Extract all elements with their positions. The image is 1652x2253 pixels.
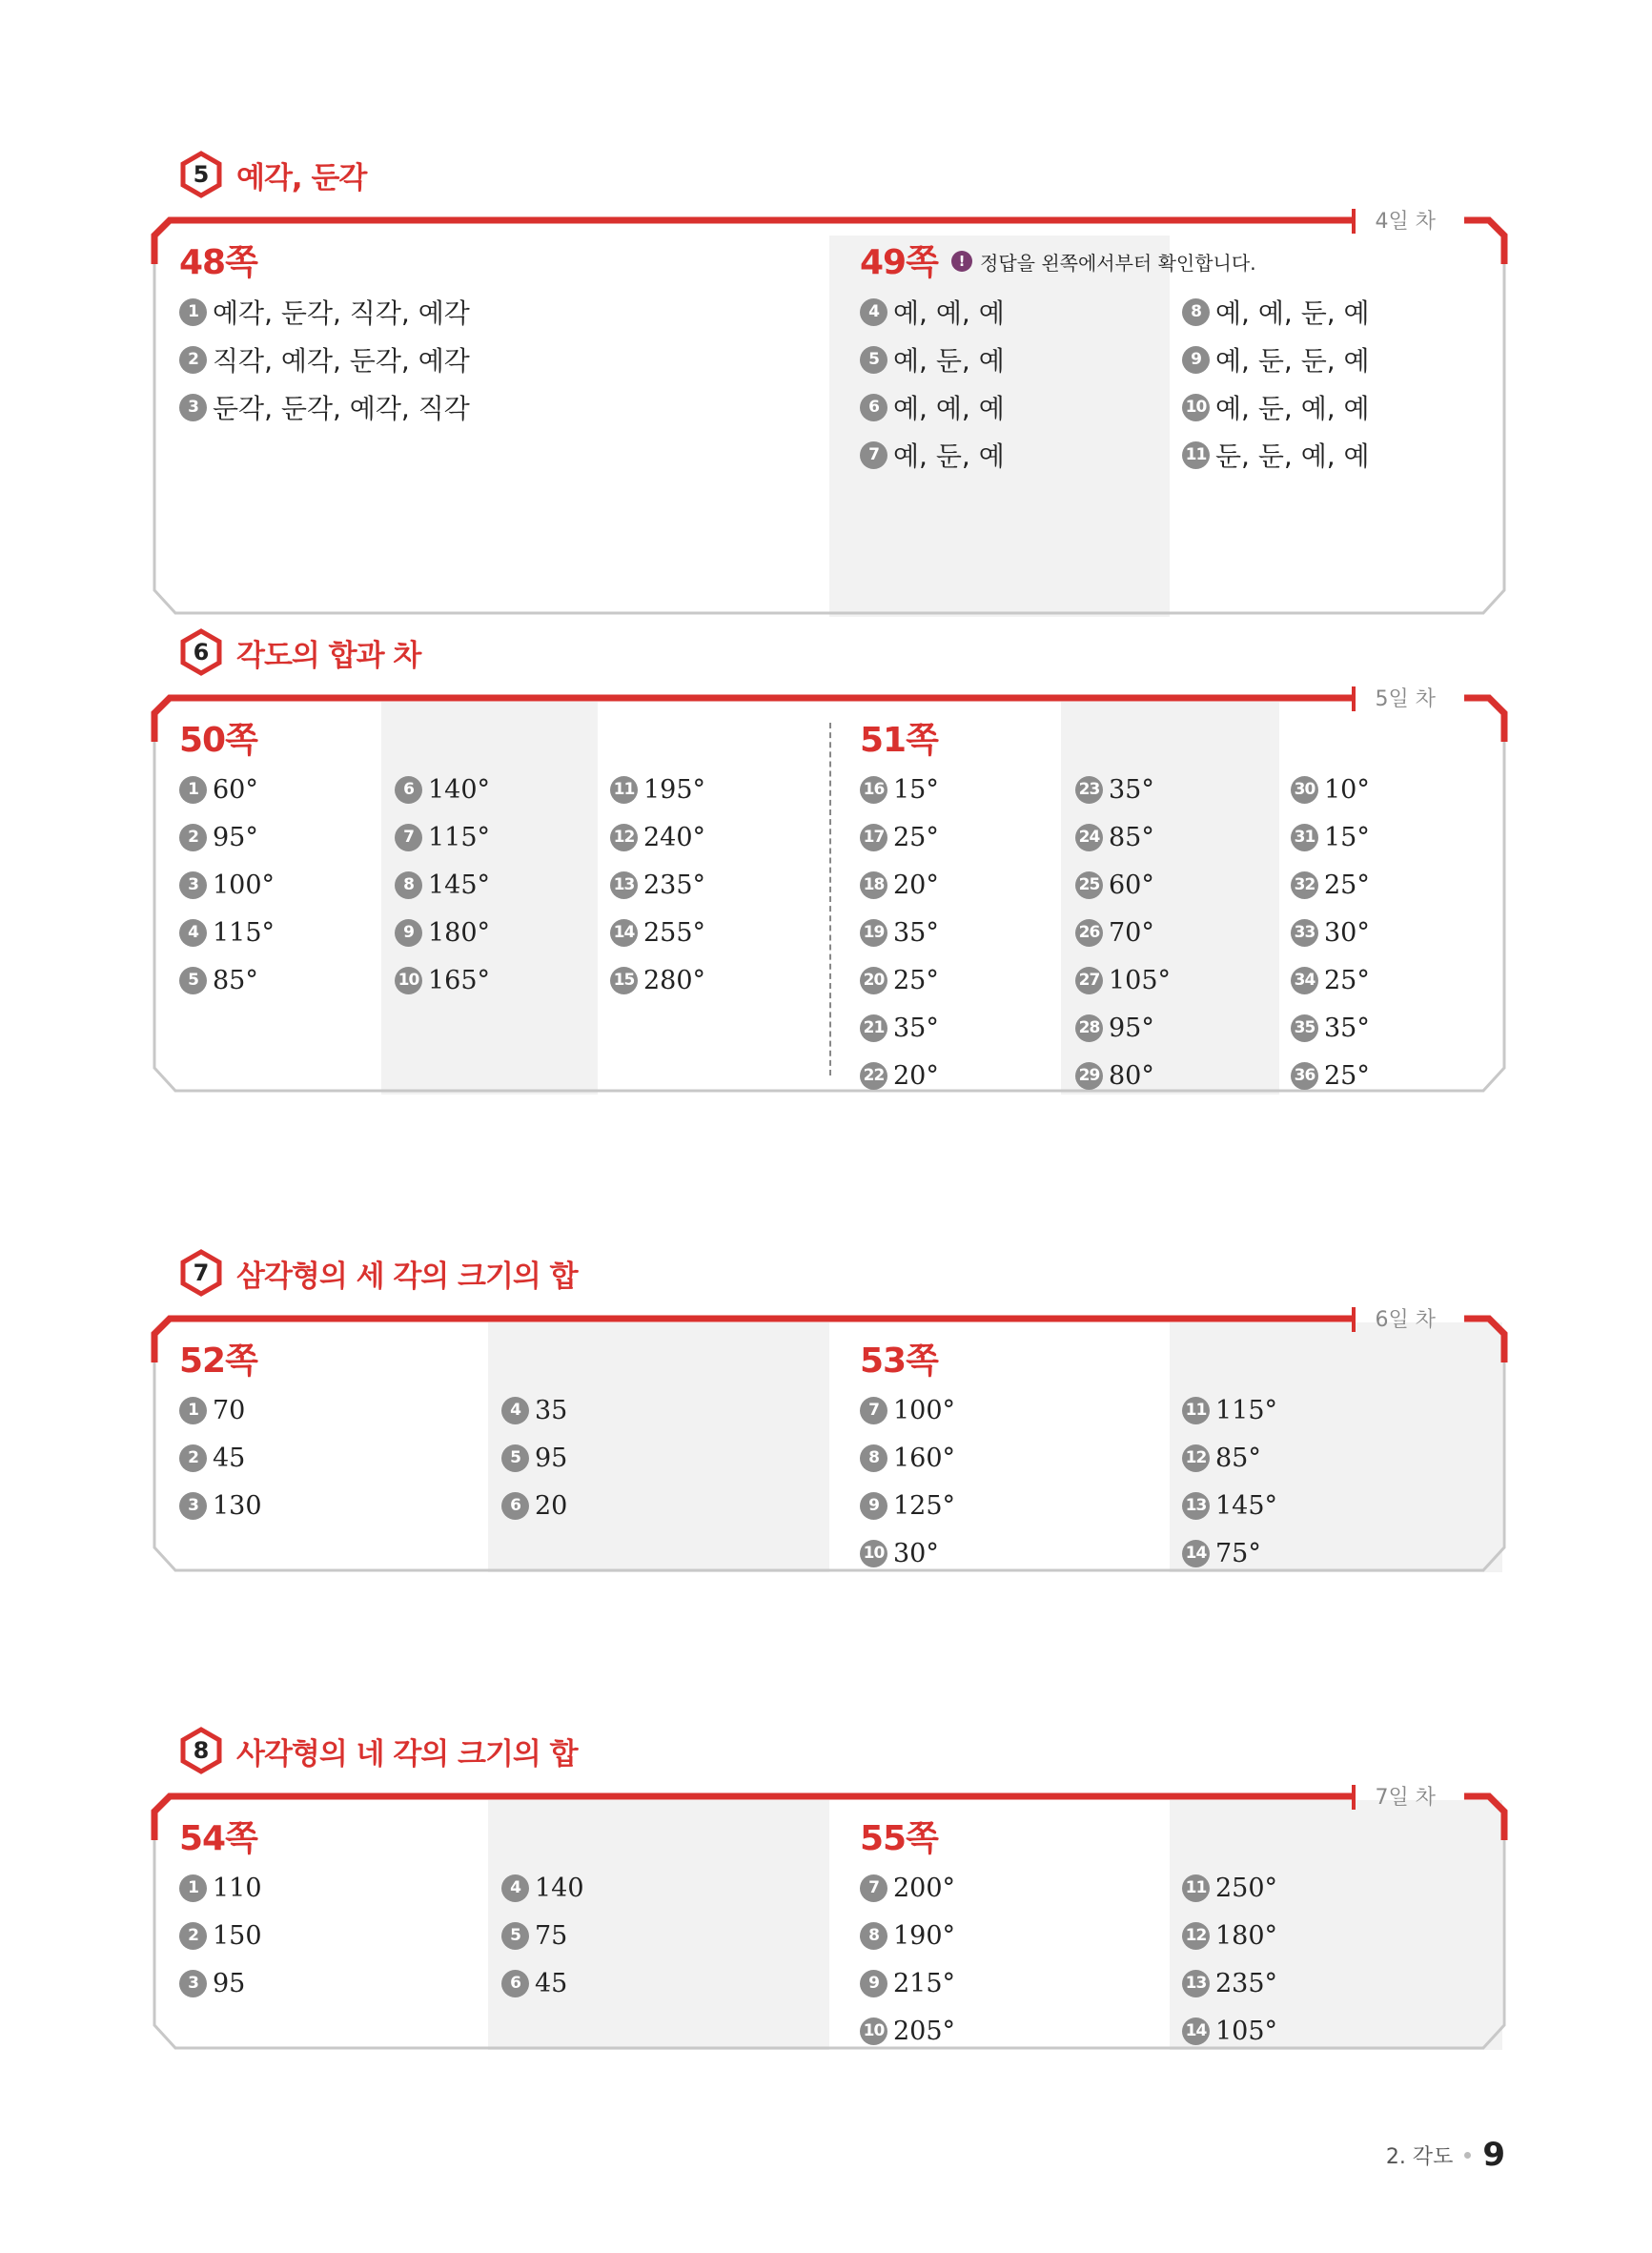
question-number-badge: 11 xyxy=(1182,441,1210,469)
answer-item xyxy=(610,961,705,999)
answer-item xyxy=(860,1916,955,1955)
section-number-hexagon: 8 xyxy=(179,1727,223,1774)
page-label-left: 54쪽 xyxy=(179,1819,257,1858)
question-number-badge: 13 xyxy=(1182,1970,1210,1997)
answer-item xyxy=(1291,818,1370,856)
answer-item xyxy=(395,818,490,856)
answer-text: 95° xyxy=(213,822,258,852)
answer-item xyxy=(1182,436,1370,474)
answer-text: 235° xyxy=(643,870,706,900)
question-number-badge: 9 xyxy=(860,1970,887,1997)
question-number-badge: 12 xyxy=(610,824,638,851)
question-number-badge: 6 xyxy=(395,776,422,804)
answer-item xyxy=(179,1486,262,1525)
answer-item xyxy=(860,770,939,809)
question-number-badge: 8 xyxy=(860,1922,887,1950)
answer-text: 15° xyxy=(893,774,939,805)
exclamation-icon: ! xyxy=(951,251,972,272)
answer-text: 195° xyxy=(643,774,706,805)
question-number-badge: 7 xyxy=(860,441,887,469)
question-number-badge: 5 xyxy=(179,967,207,994)
answer-text: 35 xyxy=(535,1395,568,1425)
answer-item xyxy=(395,913,490,952)
answer-text: 235° xyxy=(1215,1968,1278,1998)
answer-text: 105° xyxy=(1215,2016,1278,2046)
question-number-badge: 24 xyxy=(1075,824,1103,851)
answer-item xyxy=(610,913,705,952)
answer-text: 60° xyxy=(1109,870,1154,900)
question-number-badge: 1 xyxy=(179,776,207,804)
answer-text: 240° xyxy=(643,822,706,852)
answer-item xyxy=(501,1964,567,2002)
question-number-badge: 4 xyxy=(860,298,887,326)
day-label: 6일 차 xyxy=(1375,1308,1436,1332)
answer-item xyxy=(860,1439,955,1477)
answer-item xyxy=(1291,866,1370,904)
answer-text: 예, 둔, 둔, 예 xyxy=(1215,345,1370,377)
answer-note xyxy=(951,243,1256,279)
answer-item xyxy=(1182,1964,1277,2002)
question-number-badge: 11 xyxy=(610,776,638,804)
question-number-badge: 35 xyxy=(1291,1014,1318,1042)
answer-item xyxy=(1182,1486,1277,1525)
section-header xyxy=(179,1724,578,1777)
chapter-label: 2. 각도 xyxy=(1385,2144,1454,2169)
answer-text: 둔, 둔, 예, 예 xyxy=(1215,440,1370,472)
question-number-badge: 25 xyxy=(1075,871,1103,899)
answer-item xyxy=(860,2012,955,2050)
answer-item xyxy=(179,866,275,904)
question-number-badge: 9 xyxy=(395,919,422,947)
answer-item xyxy=(1075,770,1154,809)
answer-item xyxy=(860,866,939,904)
answer-item xyxy=(501,1486,567,1525)
answer-text: 35° xyxy=(1324,1013,1370,1043)
answer-item xyxy=(501,1916,567,1955)
question-number-badge: 9 xyxy=(860,1492,887,1520)
answer-text: 25° xyxy=(893,822,939,852)
answer-item xyxy=(1075,818,1154,856)
answer-item xyxy=(1075,1009,1154,1047)
answer-item xyxy=(1075,866,1154,904)
question-number-badge: 10 xyxy=(860,1540,887,1567)
answer-item xyxy=(179,1439,245,1477)
answer-text: 95 xyxy=(535,1443,568,1473)
section-number-hexagon: 5 xyxy=(179,151,223,198)
answer-text: 80° xyxy=(1109,1060,1154,1091)
answer-item xyxy=(1182,1916,1277,1955)
question-number-badge: 27 xyxy=(1075,967,1103,994)
answer-item xyxy=(860,961,939,999)
answer-text: 115° xyxy=(1215,1395,1278,1425)
answer-item xyxy=(179,1869,262,1907)
question-number-badge: 16 xyxy=(860,776,887,804)
page-label-right: 55쪽 xyxy=(860,1819,938,1858)
answer-item xyxy=(860,1056,939,1095)
page-label-right: 49쪽 xyxy=(860,243,938,282)
question-number-badge: 3 xyxy=(179,394,207,421)
question-number-badge: 4 xyxy=(179,919,207,947)
page-footer xyxy=(1386,2136,1505,2174)
question-number-badge: 29 xyxy=(1075,1062,1103,1090)
answer-box xyxy=(153,209,1506,647)
question-number-badge: 2 xyxy=(179,1922,207,1950)
question-number-badge: 21 xyxy=(860,1014,887,1042)
answer-item xyxy=(179,913,275,952)
question-number-badge: 11 xyxy=(1182,1397,1210,1424)
answer-item xyxy=(1182,293,1370,331)
section-header xyxy=(179,148,366,201)
answer-text: 140 xyxy=(535,1873,584,1903)
answer-item xyxy=(395,770,490,809)
section-number-hexagon: 7 xyxy=(179,1249,223,1297)
answer-text: 250° xyxy=(1215,1873,1278,1903)
answer-item xyxy=(1075,1056,1154,1095)
answer-text: 100° xyxy=(893,1395,956,1425)
answer-text: 25° xyxy=(893,965,939,995)
answer-text: 25° xyxy=(1324,965,1370,995)
answer-item xyxy=(610,770,705,809)
answer-item xyxy=(860,293,1005,331)
answer-item xyxy=(610,818,705,856)
question-number-badge: 14 xyxy=(610,919,638,947)
answer-text: 125° xyxy=(893,1490,956,1521)
answer-item xyxy=(860,913,939,952)
answer-box xyxy=(153,686,1506,1125)
answer-text: 70 xyxy=(213,1395,246,1425)
question-number-badge: 15 xyxy=(610,967,638,994)
answer-item xyxy=(395,866,490,904)
answer-text: 60° xyxy=(213,774,258,805)
answer-item xyxy=(1291,913,1370,952)
answer-item xyxy=(179,961,258,999)
section-header xyxy=(179,625,420,679)
section-header xyxy=(179,1246,578,1300)
answer-text: 95 xyxy=(213,1968,246,1998)
question-number-badge: 3 xyxy=(179,1492,207,1520)
question-number-badge: 7 xyxy=(395,824,422,851)
answer-item xyxy=(501,1391,567,1429)
answer-text: 30° xyxy=(1324,917,1370,948)
answer-text: 200° xyxy=(893,1873,956,1903)
answer-text: 105° xyxy=(1109,965,1172,995)
question-number-badge: 5 xyxy=(860,346,887,374)
answer-text: 직각, 예각, 둔각, 예각 xyxy=(213,345,470,377)
answer-text: 20 xyxy=(535,1490,568,1521)
answer-item xyxy=(1182,1391,1277,1429)
answer-text: 25° xyxy=(1324,1060,1370,1091)
answer-item xyxy=(1075,913,1154,952)
section-title: 각도의 합과 차 xyxy=(236,638,421,673)
answer-item xyxy=(179,1964,245,2002)
answer-item xyxy=(860,436,1005,474)
answer-item xyxy=(1291,1009,1370,1047)
answer-text: 20° xyxy=(893,1060,939,1091)
day-label: 7일 차 xyxy=(1375,1786,1436,1810)
answer-text: 165° xyxy=(428,965,491,995)
answer-item xyxy=(860,1534,939,1572)
answer-item xyxy=(179,1916,262,1955)
page-label-left: 50쪽 xyxy=(179,721,257,760)
answer-item xyxy=(179,770,258,809)
note-text: 정답을 왼쪽에서부터 확인합니다. xyxy=(980,251,1256,275)
question-number-badge: 6 xyxy=(860,394,887,421)
answer-text: 180° xyxy=(428,917,491,948)
answer-item xyxy=(860,1486,955,1525)
question-number-badge: 22 xyxy=(860,1062,887,1090)
answer-item xyxy=(395,961,490,999)
question-number-badge: 4 xyxy=(501,1397,529,1424)
question-number-badge: 26 xyxy=(1075,919,1103,947)
answer-box-border xyxy=(153,1785,1506,2071)
answer-item xyxy=(179,818,258,856)
answer-text: 160° xyxy=(893,1443,956,1473)
question-number-badge: 17 xyxy=(860,824,887,851)
answer-text: 20° xyxy=(893,870,939,900)
question-number-badge: 9 xyxy=(1182,346,1210,374)
answer-item xyxy=(860,1391,955,1429)
footer-dot xyxy=(1464,2152,1471,2159)
answer-item xyxy=(1182,2012,1277,2050)
answer-text: 70° xyxy=(1109,917,1154,948)
question-number-badge: 1 xyxy=(179,298,207,326)
answer-item xyxy=(1291,961,1370,999)
answer-item xyxy=(179,293,470,331)
answer-text: 85° xyxy=(1215,1443,1261,1473)
answer-text: 190° xyxy=(893,1920,956,1951)
answer-item xyxy=(1182,340,1370,379)
answer-text: 150 xyxy=(213,1920,262,1951)
answer-text: 145° xyxy=(428,870,491,900)
question-number-badge: 13 xyxy=(610,871,638,899)
question-number-badge: 34 xyxy=(1291,967,1318,994)
answer-text: 예, 둔, 예 xyxy=(893,345,1005,377)
answer-text: 예, 예, 예 xyxy=(893,393,1005,424)
answer-text: 85° xyxy=(213,965,258,995)
answer-text: 100° xyxy=(213,870,275,900)
question-number-badge: 1 xyxy=(179,1874,207,1902)
question-number-badge: 8 xyxy=(860,1444,887,1472)
question-number-badge: 8 xyxy=(395,871,422,899)
answer-item xyxy=(501,1869,584,1907)
answer-text: 75° xyxy=(1215,1538,1261,1568)
section-title: 사각형의 네 각의 크기의 합 xyxy=(236,1736,578,1772)
question-number-badge: 4 xyxy=(501,1874,529,1902)
question-number-badge: 5 xyxy=(501,1922,529,1950)
page-label-left: 52쪽 xyxy=(179,1342,257,1381)
question-number-badge: 31 xyxy=(1291,824,1318,851)
question-number-badge: 13 xyxy=(1182,1492,1210,1520)
answer-text: 145° xyxy=(1215,1490,1278,1521)
answer-item xyxy=(501,1439,567,1477)
answer-item xyxy=(1182,1439,1261,1477)
answer-item xyxy=(1291,770,1370,809)
answer-text: 45 xyxy=(213,1443,246,1473)
answer-text: 110 xyxy=(213,1873,262,1903)
question-number-badge: 2 xyxy=(179,346,207,374)
answer-item xyxy=(1291,1056,1370,1095)
question-number-badge: 19 xyxy=(860,919,887,947)
answer-text: 15° xyxy=(1324,822,1370,852)
answer-text: 35° xyxy=(893,917,939,948)
answer-item xyxy=(860,340,1005,379)
question-number-badge: 33 xyxy=(1291,919,1318,947)
answer-item xyxy=(610,866,705,904)
answer-item xyxy=(1075,961,1171,999)
answer-box-border xyxy=(153,1307,1506,1593)
answer-text: 예각, 둔각, 직각, 예각 xyxy=(213,297,470,329)
question-number-badge: 12 xyxy=(1182,1922,1210,1950)
answer-box xyxy=(153,1307,1506,1746)
question-number-badge: 32 xyxy=(1291,871,1318,899)
answer-text: 10° xyxy=(1324,774,1370,805)
answer-item xyxy=(179,340,470,379)
answer-text: 140° xyxy=(428,774,491,805)
question-number-badge: 2 xyxy=(179,824,207,851)
question-number-badge: 3 xyxy=(179,871,207,899)
answer-text: 95° xyxy=(1109,1013,1154,1043)
question-number-badge: 28 xyxy=(1075,1014,1103,1042)
question-number-badge: 11 xyxy=(1182,1874,1210,1902)
question-number-badge: 3 xyxy=(179,1970,207,1997)
answer-text: 180° xyxy=(1215,1920,1278,1951)
question-number-badge: 10 xyxy=(860,2017,887,2045)
page-number: 9 xyxy=(1482,2136,1505,2174)
question-number-badge: 8 xyxy=(1182,298,1210,326)
answer-text: 예, 둔, 예 xyxy=(893,440,1005,472)
answer-text: 85° xyxy=(1109,822,1154,852)
answer-item xyxy=(1182,1869,1277,1907)
answer-item xyxy=(860,818,939,856)
answer-text: 45 xyxy=(535,1968,568,1998)
answer-text: 25° xyxy=(1324,870,1370,900)
question-number-badge: 14 xyxy=(1182,2017,1210,2045)
answer-text: 예, 예, 둔, 예 xyxy=(1215,297,1370,329)
answer-text: 둔각, 둔각, 예각, 직각 xyxy=(213,393,470,424)
question-number-badge: 6 xyxy=(501,1970,529,1997)
answer-text: 35° xyxy=(1109,774,1154,805)
answer-text: 280° xyxy=(643,965,706,995)
question-number-badge: 6 xyxy=(501,1492,529,1520)
page-label-right: 53쪽 xyxy=(860,1342,938,1381)
answer-item xyxy=(860,1009,939,1047)
answer-text: 255° xyxy=(643,917,706,948)
section-number-hexagon: 6 xyxy=(179,628,223,676)
answer-box-border xyxy=(153,209,1506,647)
question-number-badge: 10 xyxy=(395,967,422,994)
question-number-badge: 7 xyxy=(860,1874,887,1902)
answer-text: 130 xyxy=(213,1490,262,1521)
question-number-badge: 2 xyxy=(179,1444,207,1472)
answer-text: 예, 예, 예 xyxy=(893,297,1005,329)
question-number-badge: 10 xyxy=(1182,394,1210,421)
section-title: 삼각형의 세 각의 크기의 합 xyxy=(236,1259,578,1294)
question-number-badge: 1 xyxy=(179,1397,207,1424)
day-label: 4일 차 xyxy=(1375,210,1436,234)
page-label-right: 51쪽 xyxy=(860,721,938,760)
question-number-badge: 23 xyxy=(1075,776,1103,804)
answer-text: 35° xyxy=(893,1013,939,1043)
answer-item xyxy=(179,1391,245,1429)
question-number-badge: 30 xyxy=(1291,776,1318,804)
day-label: 5일 차 xyxy=(1375,687,1436,711)
answer-item xyxy=(1182,1534,1261,1572)
answer-box xyxy=(153,1785,1506,2223)
answer-text: 205° xyxy=(893,2016,956,2046)
answer-item xyxy=(1182,388,1370,426)
question-number-badge: 36 xyxy=(1291,1062,1318,1090)
answer-item xyxy=(860,1869,955,1907)
question-number-badge: 20 xyxy=(860,967,887,994)
question-number-badge: 7 xyxy=(860,1397,887,1424)
answer-item xyxy=(860,1964,955,2002)
question-number-badge: 5 xyxy=(501,1444,529,1472)
answer-text: 75 xyxy=(535,1920,568,1951)
question-number-badge: 12 xyxy=(1182,1444,1210,1472)
page-label-left: 48쪽 xyxy=(179,243,257,282)
question-number-badge: 14 xyxy=(1182,1540,1210,1567)
answer-text: 115° xyxy=(213,917,275,948)
answer-text: 예, 둔, 예, 예 xyxy=(1215,393,1370,424)
answer-item xyxy=(860,388,1005,426)
answer-item xyxy=(179,388,470,426)
answer-text: 115° xyxy=(428,822,491,852)
question-number-badge: 18 xyxy=(860,871,887,899)
answer-text: 215° xyxy=(893,1968,956,1998)
section-title: 예각, 둔각 xyxy=(236,160,367,195)
answer-text: 30° xyxy=(893,1538,939,1568)
